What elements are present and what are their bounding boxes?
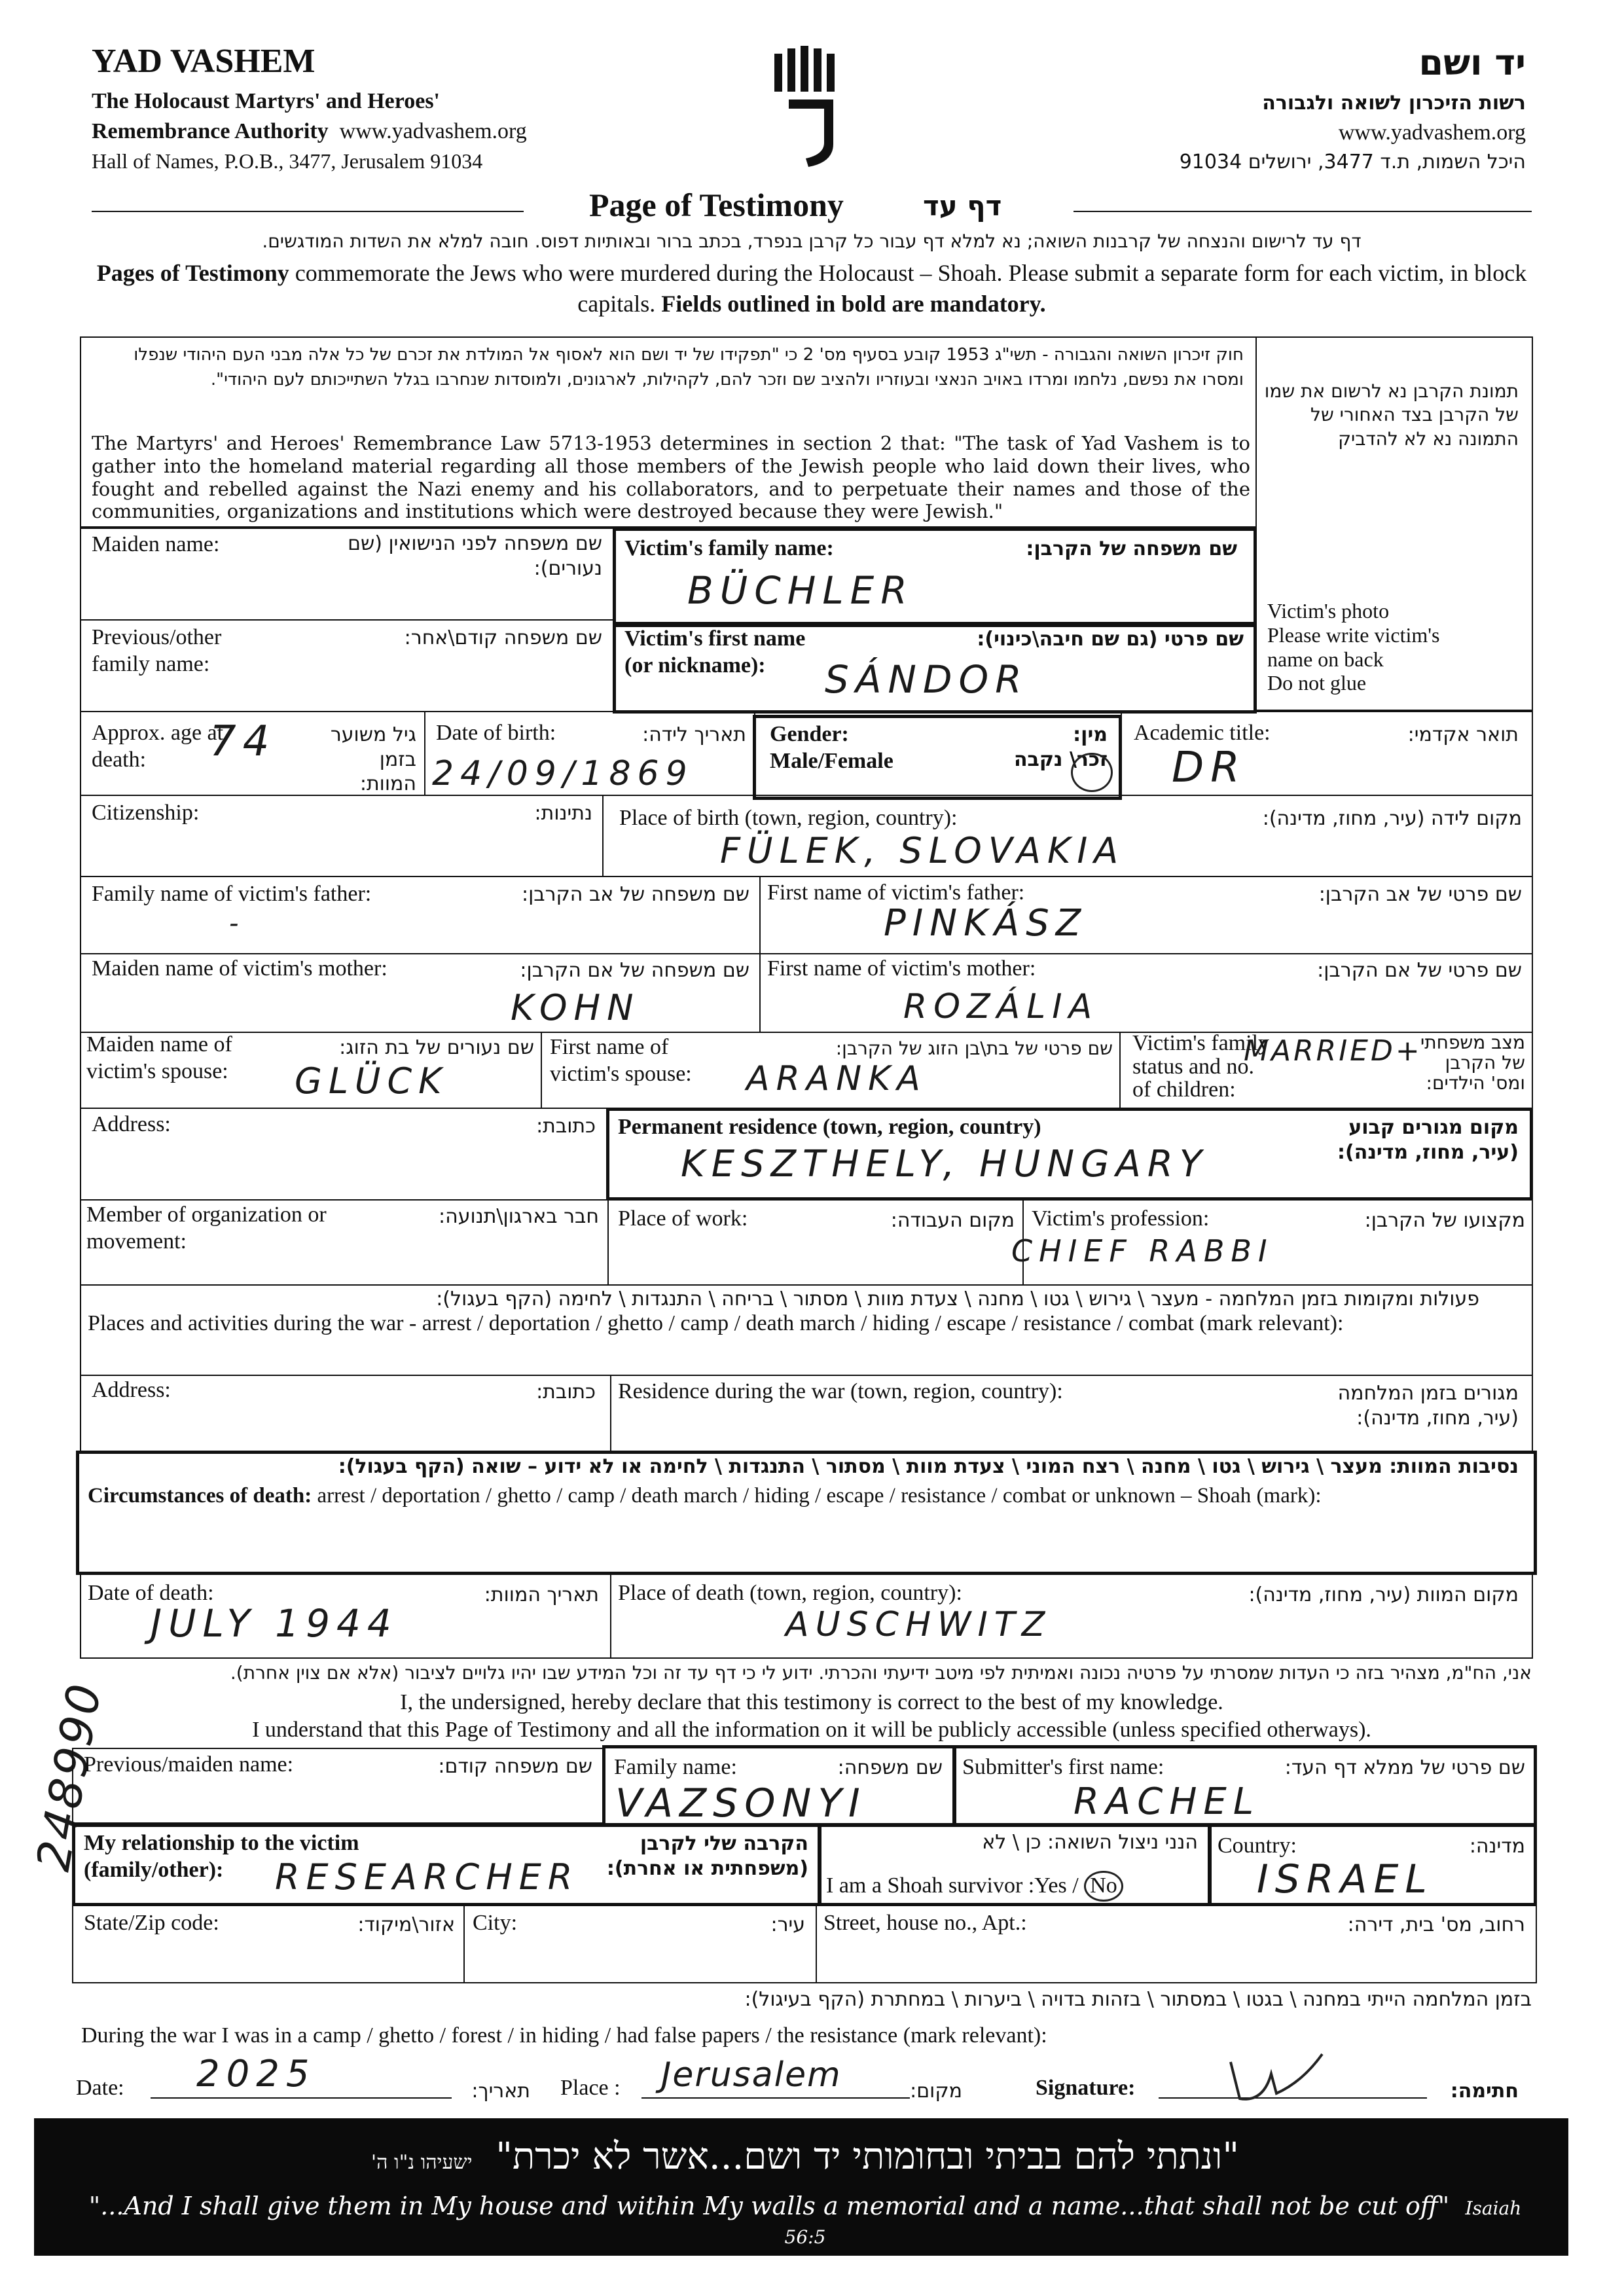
city-label: City: [473,1911,518,1935]
death-place-label: Place of death (town, region, country): [618,1581,962,1605]
submitter-first-name-label-he: שם פרטי של ממלא דף העד: [1284,1756,1525,1779]
mother-first-name-label: First name of victim's mother: [767,956,1036,981]
archive-number: 248990 [26,1678,113,1875]
submitter-family-name-label: Family name: [614,1755,737,1779]
first-name-value: SÁNDOR [825,657,1028,702]
state-label-he: אזור\מיקוד: [357,1913,455,1936]
date-label-he: תאריך: [471,2080,530,2103]
war-location-label-he: בזמן המלחמה הייתי במחנה \ בגטו \ במסתור \ בזהות בדויה \ ביערות \ במחתרת (הקף בעיגול): [744,1988,1532,2011]
declaration-en-2: I understand that this Page of Testimony and all the information on it will be publicly accessible (unless specified otherways). [252,1718,1371,1742]
death-place-value: AUSCHWITZ [785,1605,1052,1644]
family-name-value: BÜCHLER [687,568,914,613]
survivor-label-he: הנני ניצול השואה: כן \ לא [982,1831,1198,1854]
submitter-prev-name-label: Previous/maiden name: [84,1752,294,1777]
work-place-label: Place of work: [618,1206,748,1231]
country-value: ISRAEL [1257,1856,1434,1902]
first-name-label-he: שם פרטי (גם שם חיבה\כינוי): [977,628,1244,651]
academic-title-label: Academic title: [1134,721,1271,745]
mother-maiden-name-label-he: שם משפחה של אם הקרבן: [520,959,749,982]
org-address-en: Hall of Names, P.O.B., 3477, Jerusalem 91034 [92,149,483,173]
submitter-first-name-label: Submitter's first name: [962,1755,1164,1779]
org-subtitle-en-2: Remembrance Authority www.yadvashem.org [92,119,527,143]
place-label-he: מקום: [910,2080,962,2103]
footer-quote-he: "ונתתי להם בביתי ובחומותי יד ושם...אשר לא יכרת" ישעיהו נ"ו ה' [370,2135,1240,2178]
street-label: Street, house no., Apt.: [823,1911,1027,1935]
spouse-first-name-label-he: שם פרטי של בת\בן הזוג של הקרבן: [835,1038,1113,1059]
page-title: Page of Testimony [589,187,844,223]
father-first-name-value: PINKÁSZ [884,902,1088,945]
war-address-label: Address: [92,1378,171,1402]
mother-maiden-name-value: KOHN [511,987,640,1028]
page-title-he: דף עד [923,190,1002,222]
signature-label: Signature: [1036,2076,1136,2100]
signature-label-he: חתימה: [1450,2080,1519,2103]
date-label: Date: [76,2076,124,2100]
age-label: Approx. age at death: [92,721,224,772]
law-text-he: חוק זיכרון השואה והגבורה - תשי"ג 1953 קובע בסעיף מס' 2 כי "תפקידו של יד ושם הוא לאסוף אל המולדת את זכרם של כל אלה מבני העם היהודי שנפלו ומסרו את נפשם, נלחמו ומרדו באויב הנאצי ובעוזריו ולהציב שם וזכר להם, לקהילות, לארגונים, ולמוסדות שנחרבו בגלל השתייכותם לעם היהודי". [134,345,1244,389]
website-he: www.yadvashem.org [1338,120,1526,145]
age-value: 74 [209,717,276,766]
age-label-he: גיל משוער בזמן המוות: [330,723,416,795]
mother-maiden-name-label: Maiden name of victim's mother: [92,956,388,981]
profession-label: Victim's profession: [1032,1206,1210,1231]
yad-vashem-logo-icon [769,46,848,170]
organization-label: Member of organization or movement: [86,1202,327,1254]
state-label: State/Zip code: [84,1911,219,1935]
dob-label: Date of birth: [436,721,556,745]
declaration-en-1: I, the undersigned, hereby declare that this testimony is correct to the best of my knowledge. [400,1690,1223,1714]
place-value: Jerusalem [661,2055,842,2095]
city-label-he: עיר: [770,1913,805,1936]
intro-he: דף עד לרישום והנצחה של קרבנות השואה; נא למלא דף עבור כל קרבן בנפרד, בכתב ברור ובאותיות דפוס. חובה למלא את השדות המודגשים. [262,230,1362,252]
survivor-no-choice: No [1084,1871,1123,1902]
birth-place-label: Place of birth (town, region, country): [619,806,958,830]
relationship-value: RESEARCHER [275,1856,579,1898]
previous-family-name-label: Previous/other family name: [92,625,222,676]
academic-title-value: DR [1172,744,1246,792]
academic-title-label-he: תואר אקדמי: [1407,723,1519,746]
photo-text-he: תמונת הקרבן נא לרשום את שמו של הקרבן בצד האחורי של התמונה נא לא להדביק [1264,380,1519,450]
previous-family-name-label-he: שם משפחה קודם\אחר: [404,626,602,649]
death-date-label: Date of death: [88,1581,214,1605]
citizenship-label-he: נתינות: [534,802,592,825]
father-family-name-label: Family name of victim's father: [92,882,372,906]
mother-first-name-label-he: שם פרטי של אם הקרבן: [1317,959,1522,982]
permanent-residence-label-he: מקום מגורים קבוע (עיר, מחוז, מדינה): [1337,1116,1519,1164]
father-first-name-label-he: שם פרטי של אב הקרבן: [1318,883,1522,906]
family-name-label-he: שם משפחה של הקרבן: [1026,537,1237,560]
org-subtitle-he: רשות הזיכרון לשואה ולגבורה [1262,92,1526,115]
gender-label: Gender: Male/Female [770,722,893,773]
birth-place-label-he: מקום לידה (עיר, מחוז, מדינה): [1262,807,1522,830]
signature-mark-icon [1218,2042,1335,2108]
spouse-maiden-name-label-he: שם נעורים של בת הזוג: [339,1036,534,1059]
family-name-label: Victim's family name: [624,536,834,560]
declaration-he: אני, הח"מ, מצהיר בזה כי העדות שמסרתי על פרטיה נכונה ואמיתית לפי מיטב ידיעתי והכרתי. ידוע לי כי דף עד זה וכל המידע שבו יהיו גלויים לציבור (אלא אם צוין אחרת). [230,1662,1532,1684]
permanent-residence-value: KESZTHELY, HUNGARY [681,1143,1208,1185]
gender-label-he: מין: זכר\ נקבה [1013,723,1108,771]
street-label-he: רחוב, מס' בית, דירה: [1347,1913,1525,1936]
death-place-label-he: מקום המוות (עיר, מחוז, מדינה): [1248,1583,1519,1606]
birth-place-value: FÜLEK, SLOVAKIA [720,830,1125,871]
submitter-prev-name-label-he: שם משפחה קודם: [438,1755,592,1778]
family-status-label: Victim's family status and no. of children: [1132,1031,1269,1102]
citizenship-label: Citizenship: [92,801,200,825]
permanent-residence-label: Permanent residence (town, region, country) [618,1115,1041,1139]
spouse-maiden-name-label: Maiden name of victim's spouse: [86,1032,232,1083]
org-subtitle-en-1: The Holocaust Martyrs' and Heroes' [92,89,440,113]
profession-label-he: מקצועו של הקרבן: [1364,1209,1525,1232]
death-date-value: JULY 1944 [151,1601,398,1646]
relationship-label: My relationship to the victim (family/other): [84,1831,359,1882]
dob-value: 24/09/1869 [432,754,694,793]
gender-male-circle [1071,753,1113,792]
family-status-label-he: מצב משפחתי של הקרבן ומס' הילדים: [1420,1032,1525,1094]
date-value: 2025 [196,2053,316,2095]
work-place-label-he: מקום העבודה: [890,1209,1015,1232]
submitter-family-name-value: VAZSONYI [615,1780,867,1826]
war-location-label: During the war I was in a camp / ghetto / forest / in hiding / had false papers / the resistance (mark relevant): [81,2023,1047,2048]
country-label-he: מדינה: [1469,1835,1525,1858]
family-status-value: MARRIED+ [1244,1034,1422,1068]
father-family-name-value: - [229,909,245,939]
war-residence-label: Residence during the war (town, region, country): [618,1379,1063,1403]
country-label: Country: [1218,1834,1297,1858]
org-name-en: YAD VASHEM [92,43,316,80]
submitter-family-name-label-he: שם משפחה: [837,1756,943,1779]
circumstances-label-he: נסיבות המוות: מעצר \ גירוש \ גטו \ מחנה \ רצח המוני \ צעדת מוות \ מסתור \ התנגדות \ לחימה או לא ידוע – שואה (הקף בעגול): [338,1455,1519,1478]
org-address-he: היכל השמות, ת.ד 3477, ירושלים 91034 [1179,151,1526,173]
place-label: Place : [560,2076,621,2100]
organization-label-he: חבר בארגון\תנועה: [439,1205,599,1228]
relationship-label-he: הקרבה שלי לקרבן (משפחתית או אחרת): [606,1832,808,1880]
maiden-name-label: Maiden name: [92,532,220,556]
war-address-label-he: כתובת: [536,1381,596,1403]
mother-first-name-value: ROZÁLIA [903,987,1099,1026]
spouse-maiden-name-value: GLÜCK [295,1060,448,1102]
law-text-en: The Martyrs' and Heroes' Remembrance Law 5713-1953 determines in section 2 that: "The task of Yad Vashem is to gather into the homeland material regarding all those members of the Jewish people who laid down their lives, who fought and rebelled against the Nazi enemy and his collaborators, and to perpetuate their names and those of the communities, organizations and institutions which were destroyed because they were Jewish." [92,432,1250,523]
war-residence-label-he: מגורים בזמן המלחמה (עיר, מחוז, מדינה): [1337,1382,1519,1430]
address-label: Address: [92,1112,171,1136]
war-activities-label-he: פעולות ומקומות בזמן המלחמה - מעצר \ גירוש \ גטו \ מחנה \ צעדת מוות \ מסתור \ בריחה \ התנגדות \ לחימה (הקף בעגול): [436,1288,1479,1310]
submitter-first-name-value: RACHEL [1074,1780,1261,1823]
father-first-name-label: First name of victim's father: [767,880,1025,905]
photo-text-en: Victim's photo Please write victim's name on back Do not glue [1267,599,1440,695]
death-date-label-he: תאריך המוות: [484,1583,599,1606]
war-activities-label: Places and activities during the war - arrest / deportation / ghetto / camp / death march / hiding / escape / resistance / combat (mark relevant): [88,1311,1344,1335]
org-name-he: יד ושם [1418,42,1526,83]
website-en: www.yadvashem.org [339,119,527,143]
profession-value: CHIEF RABBI [1011,1233,1274,1269]
father-family-name-label-he: שם משפחה של אב הקרבן: [521,883,749,906]
maiden-name-label-he: שם משפחה לפני הנישואין (שם נעורים): [348,532,602,580]
spouse-first-name-label: First name of victim's spouse: [550,1035,692,1086]
dob-label-he: תאריך לידה: [642,723,746,746]
first-name-label: Victim's first name (or nickname): [624,626,806,678]
survivor-label: I am a Shoah survivor :Yes / No [826,1871,1123,1902]
footer-quote-en: "...And I shall give them in My house and within My walls a memorial and a name...that shall not be cut off" Isaiah 56:5 [88,2192,1522,2248]
address-label-he: כתובת: [536,1115,596,1138]
spouse-first-name-value: ARANKA [746,1059,927,1098]
intro-en: Pages of Testimony commemorate the Jews who were murdered during the Holocaust – Shoah. Please submit a separate form for each victim, in block capitals. Fields outlined in bold are mandatory. [96,260,1527,317]
circumstances-label: Circumstances of death: arrest / deportation / ghetto / camp / death march / hiding / escape / resistance / combat or unknown – Shoah (mark): [88,1484,1322,1508]
